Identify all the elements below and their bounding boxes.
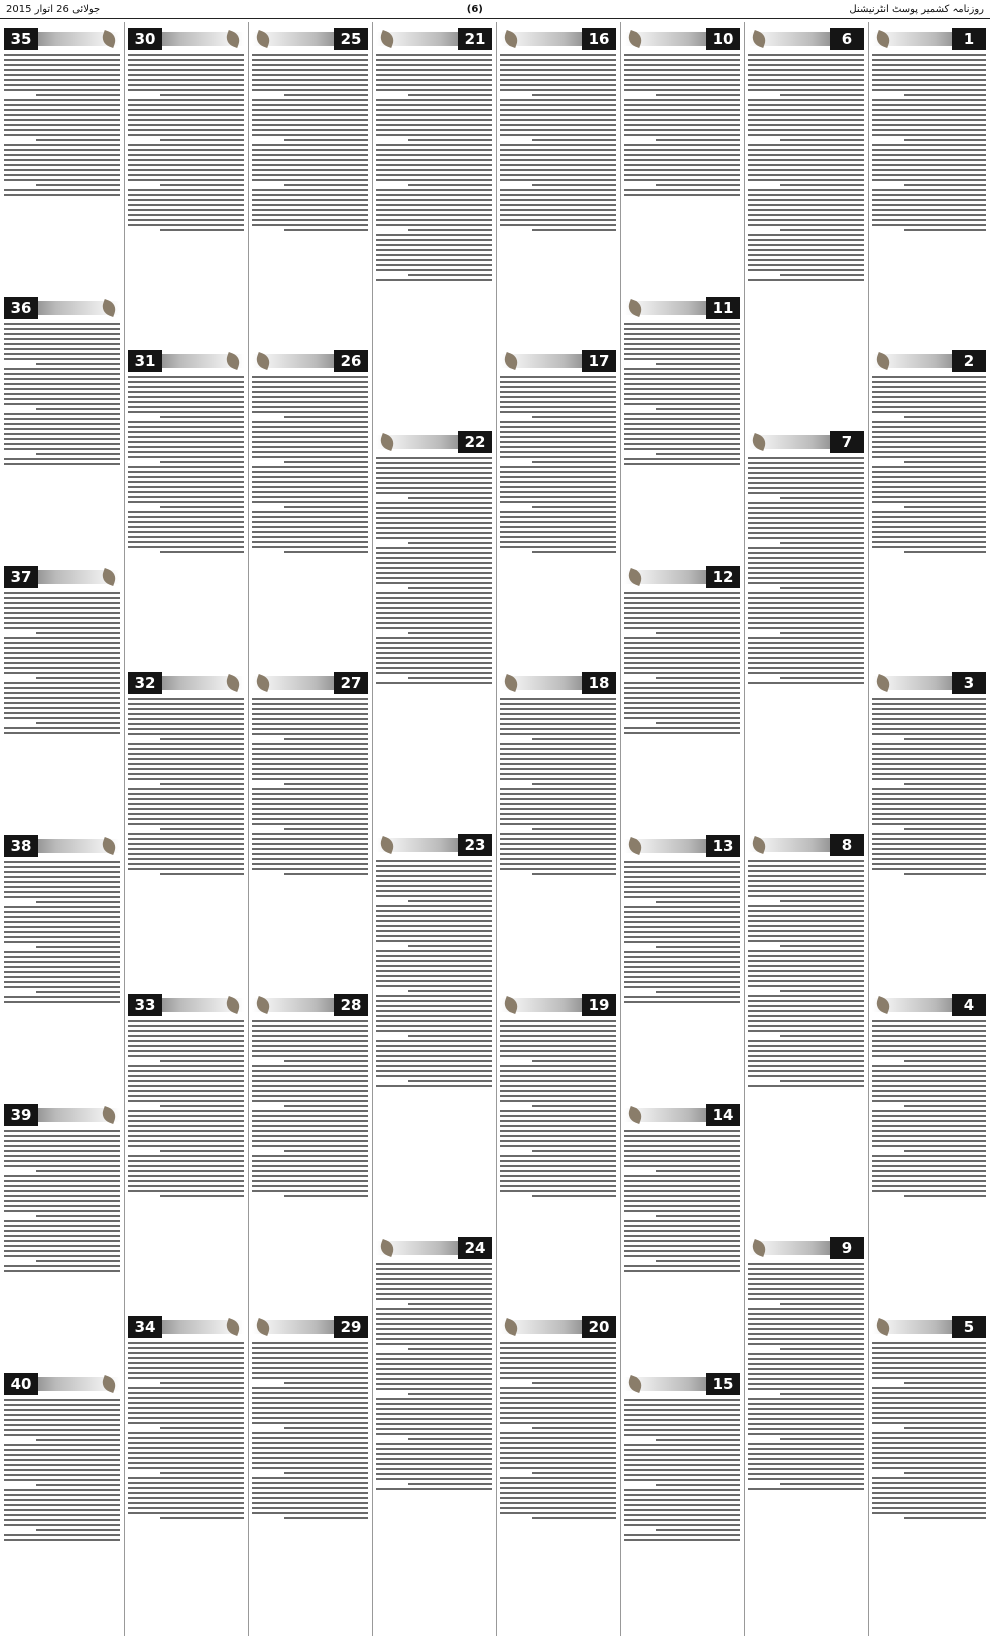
paper-name: روزنامہ کشمیر پوسٹ انٹرنیشنل (849, 3, 984, 15)
article-number: 3 (952, 672, 986, 694)
article-header (624, 835, 740, 857)
article-number: 19 (582, 994, 616, 1016)
article-header (376, 431, 492, 453)
article-24 (376, 1231, 492, 1634)
article-body (624, 1130, 740, 1272)
article-10 (624, 22, 740, 291)
article-header (624, 297, 740, 319)
article-37 (4, 560, 120, 829)
article-number: 13 (706, 835, 740, 857)
article-body (4, 861, 120, 1003)
article-2 (872, 344, 986, 666)
article-header (128, 28, 244, 50)
article-21 (376, 22, 492, 425)
article-header (252, 350, 368, 372)
article-header (128, 994, 244, 1016)
article-body (872, 54, 986, 231)
article-number: 27 (334, 672, 368, 694)
article-5 (872, 1310, 986, 1632)
article-header (4, 1373, 120, 1395)
masthead (0, 0, 990, 19)
article-header (376, 834, 492, 856)
article-number: 22 (458, 431, 492, 453)
column-7 (128, 22, 244, 1636)
article-body (500, 376, 616, 553)
article-body (376, 54, 492, 281)
article-31 (128, 344, 244, 666)
article-header (4, 835, 120, 857)
article-header (872, 28, 986, 50)
article-body (4, 323, 120, 465)
article-25 (252, 22, 368, 344)
article-20 (500, 1310, 616, 1632)
article-header (4, 297, 120, 319)
article-number: 37 (4, 566, 38, 588)
article-header (872, 994, 986, 1016)
article-body (500, 1020, 616, 1197)
article-header (872, 350, 986, 372)
article-14 (624, 1098, 740, 1367)
article-23 (376, 828, 492, 1231)
article-body (748, 457, 864, 684)
article-40 (4, 1367, 120, 1636)
article-body (128, 1020, 244, 1197)
article-number: 38 (4, 835, 38, 857)
article-body (748, 54, 864, 281)
article-26 (252, 344, 368, 666)
article-body (624, 1399, 740, 1541)
article-header (872, 672, 986, 694)
article-header (500, 994, 616, 1016)
article-number: 30 (128, 28, 162, 50)
article-body (128, 376, 244, 553)
article-number: 26 (334, 350, 368, 372)
article-body (872, 1342, 986, 1519)
article-number: 14 (706, 1104, 740, 1126)
article-34 (128, 1310, 244, 1632)
column-2 (748, 22, 864, 1636)
article-body (376, 860, 492, 1087)
article-12 (624, 560, 740, 829)
article-body (376, 457, 492, 684)
page-number: (6) (466, 3, 483, 15)
article-body (4, 1130, 120, 1272)
article-body (624, 54, 740, 196)
article-header (128, 672, 244, 694)
article-number: 6 (830, 28, 864, 50)
article-number: 34 (128, 1316, 162, 1338)
article-29 (252, 1310, 368, 1632)
article-body (4, 1399, 120, 1541)
article-number: 36 (4, 297, 38, 319)
column-3 (624, 22, 740, 1636)
article-28 (252, 988, 368, 1310)
article-number: 4 (952, 994, 986, 1016)
article-header (376, 28, 492, 50)
article-number: 16 (582, 28, 616, 50)
article-19 (500, 988, 616, 1310)
article-body (624, 861, 740, 1003)
article-body (376, 1263, 492, 1490)
article-number: 11 (706, 297, 740, 319)
article-number: 17 (582, 350, 616, 372)
column-5 (376, 22, 492, 1636)
article-header (624, 1373, 740, 1395)
article-body (252, 1020, 368, 1197)
article-header (4, 1104, 120, 1126)
article-number: 10 (706, 28, 740, 50)
article-number: 25 (334, 28, 368, 50)
article-number: 40 (4, 1373, 38, 1395)
article-number: 23 (458, 834, 492, 856)
article-number: 18 (582, 672, 616, 694)
article-number: 15 (706, 1373, 740, 1395)
article-number: 24 (458, 1237, 492, 1259)
article-body (128, 698, 244, 875)
article-number: 8 (830, 834, 864, 856)
article-body (624, 592, 740, 734)
article-header (500, 672, 616, 694)
article-body (252, 376, 368, 553)
article-32 (128, 666, 244, 988)
article-body (872, 698, 986, 875)
article-header (748, 431, 864, 453)
article-body (500, 54, 616, 231)
article-3 (872, 666, 986, 988)
article-number: 9 (830, 1237, 864, 1259)
article-33 (128, 988, 244, 1310)
article-header (748, 1237, 864, 1259)
article-number: 5 (952, 1316, 986, 1338)
article-header (500, 28, 616, 50)
article-30 (128, 22, 244, 344)
article-body (748, 860, 864, 1087)
article-header (4, 566, 120, 588)
article-header (748, 834, 864, 856)
article-9 (748, 1231, 864, 1634)
article-number: 1 (952, 28, 986, 50)
article-1 (872, 22, 986, 344)
article-17 (500, 344, 616, 666)
column-1 (872, 22, 986, 1636)
article-body (748, 1263, 864, 1490)
article-header (624, 566, 740, 588)
article-number: 31 (128, 350, 162, 372)
article-body (872, 1020, 986, 1197)
article-number: 32 (128, 672, 162, 694)
article-22 (376, 425, 492, 828)
article-body (252, 54, 368, 231)
article-number: 12 (706, 566, 740, 588)
article-header (500, 1316, 616, 1338)
article-8 (748, 828, 864, 1231)
article-header (252, 28, 368, 50)
article-body (4, 592, 120, 734)
article-number: 39 (4, 1104, 38, 1126)
article-6 (748, 22, 864, 425)
article-header (748, 28, 864, 50)
article-27 (252, 666, 368, 988)
article-16 (500, 22, 616, 344)
article-header (128, 1316, 244, 1338)
article-body (252, 1342, 368, 1519)
article-13 (624, 829, 740, 1098)
column-4 (500, 22, 616, 1636)
article-header (376, 1237, 492, 1259)
article-18 (500, 666, 616, 988)
article-number: 2 (952, 350, 986, 372)
article-body (500, 1342, 616, 1519)
article-header (252, 672, 368, 694)
article-number: 35 (4, 28, 38, 50)
article-body (252, 698, 368, 875)
article-body (500, 698, 616, 875)
article-38 (4, 829, 120, 1098)
article-number: 33 (128, 994, 162, 1016)
article-36 (4, 291, 120, 560)
article-header (4, 28, 120, 50)
article-number: 20 (582, 1316, 616, 1338)
issue-date: 2015 جولائی 26 اتوار (6, 3, 101, 15)
article-4 (872, 988, 986, 1310)
article-header (252, 1316, 368, 1338)
article-header (624, 1104, 740, 1126)
column-6 (252, 22, 368, 1636)
article-body (4, 54, 120, 196)
article-15 (624, 1367, 740, 1636)
article-body (128, 54, 244, 231)
article-body (128, 1342, 244, 1519)
article-7 (748, 425, 864, 828)
article-number: 21 (458, 28, 492, 50)
article-header (872, 1316, 986, 1338)
article-11 (624, 291, 740, 560)
article-header (252, 994, 368, 1016)
article-number: 28 (334, 994, 368, 1016)
article-header (500, 350, 616, 372)
article-number: 29 (334, 1316, 368, 1338)
column-8 (4, 22, 120, 1636)
article-header (624, 28, 740, 50)
article-header (128, 350, 244, 372)
article-39 (4, 1098, 120, 1367)
article-number: 7 (830, 431, 864, 453)
article-35 (4, 22, 120, 291)
article-body (624, 323, 740, 465)
article-body (872, 376, 986, 553)
